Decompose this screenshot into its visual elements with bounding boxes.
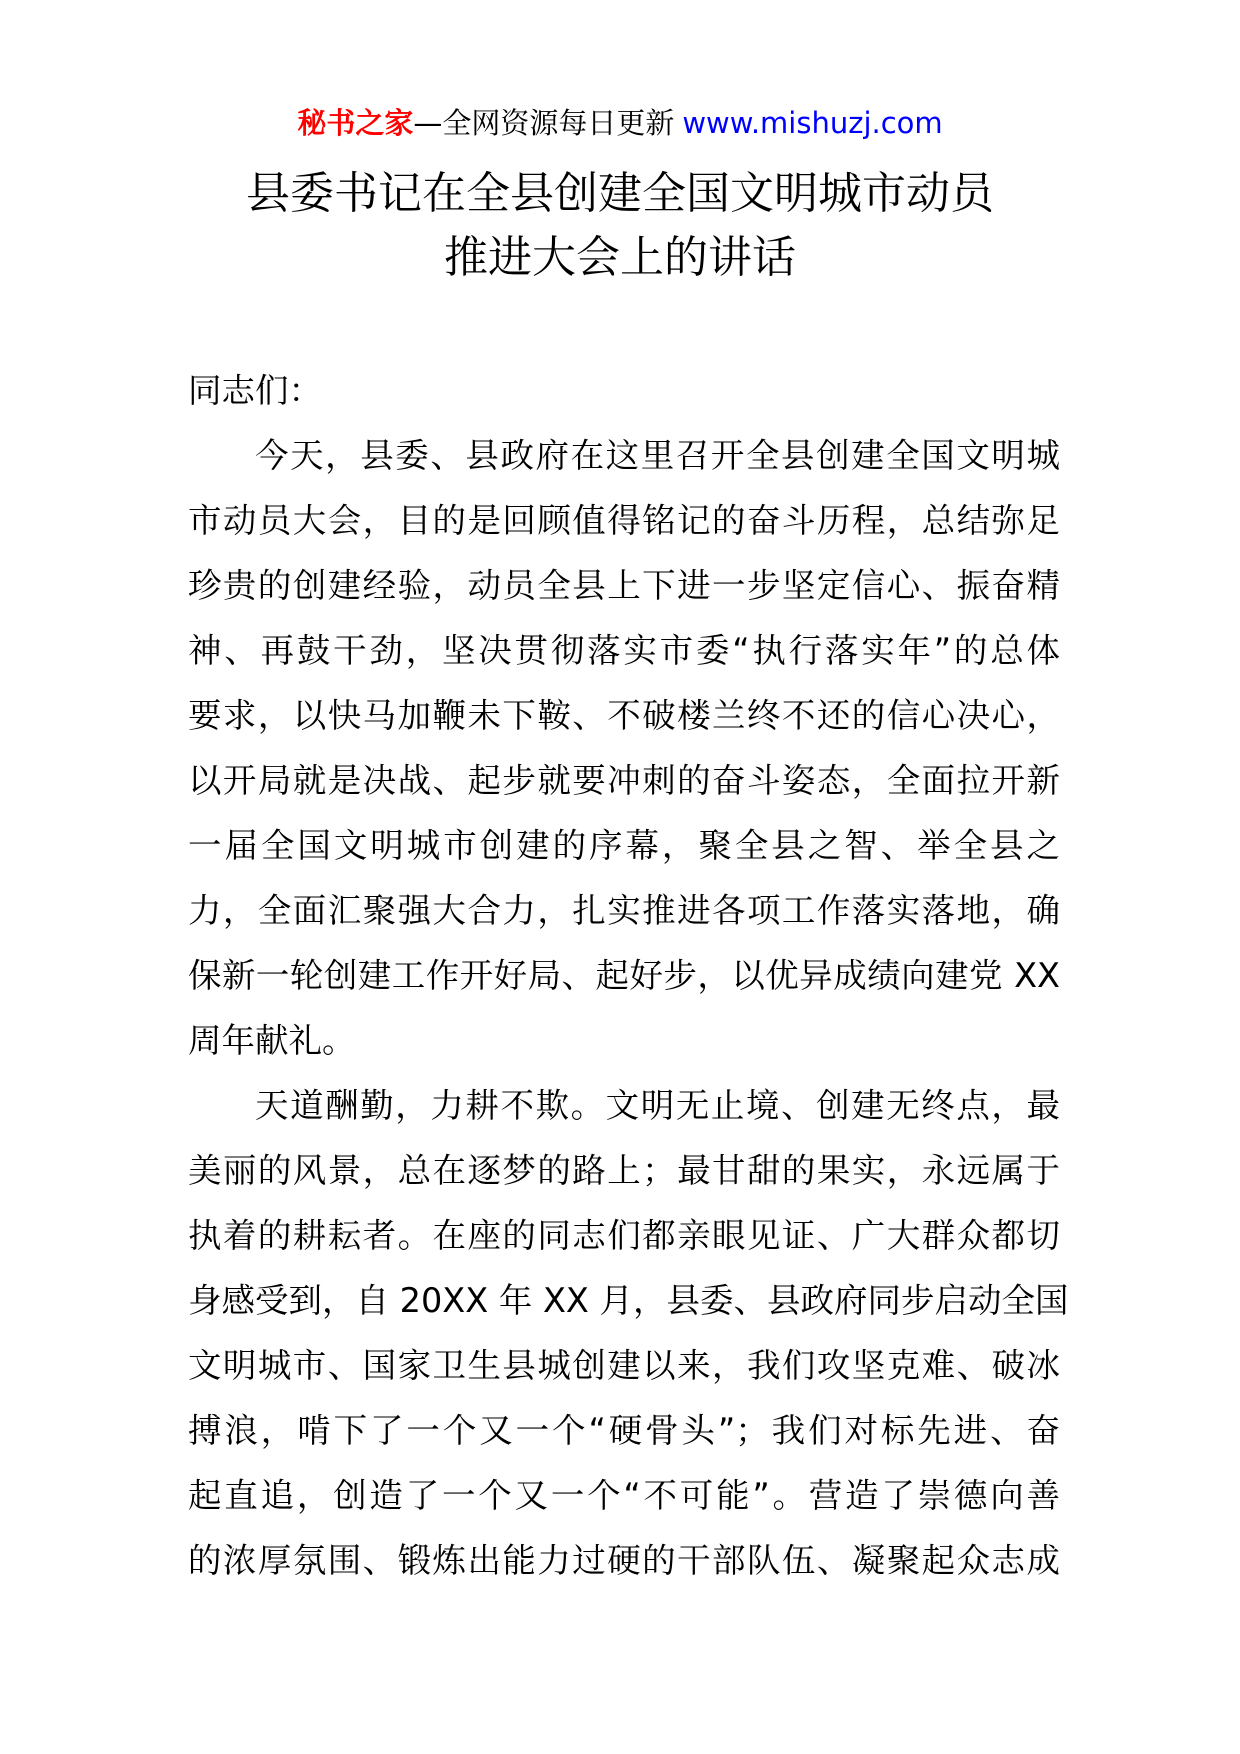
paragraph-line: 的浓厚氛围、锻炼出能力过硬的干部队伍、凝聚起众志成: [188, 1541, 1060, 1580]
paragraph-line: 文明城市、国家卫生县城创建以来，我们攻坚克难、破冰: [188, 1346, 1060, 1385]
paragraph-line: 周年献礼。: [188, 1021, 356, 1060]
paragraph-line: 今天，县委、县政府在这里召开全县创建全国文明城: [255, 436, 1060, 475]
paragraph-line: 搏浪，啃下了一个又一个“硬骨头”；我们对标先进、奋: [188, 1411, 1060, 1450]
document-title: [0, 162, 1240, 290]
paragraph-line: 执着的耕耘者。在座的同志们都亲眼见证、广大群众都切: [188, 1216, 1060, 1255]
paragraph-line: 起直追，创造了一个又一个“不可能”。营造了崇德向善: [188, 1476, 1060, 1515]
paragraph-line: 一届全国文明城市创建的序幕，聚全县之智、举全县之: [188, 826, 1060, 865]
paragraph-line: 以开局就是决战、起步就要冲刺的奋斗姿态，全面拉开新: [188, 761, 1060, 800]
document-body: [188, 358, 1069, 1593]
paragraph-line: 要求，以快马加鞭未下鞍、不破楼兰终不还的信心决心，: [188, 696, 1060, 735]
paragraph-line: 保新一轮创建工作开好局、起好步，以优异成绩向建党 XX: [188, 956, 1060, 995]
title-line-2: 推进大会上的讲话: [444, 232, 796, 283]
paragraph-line: 神、再鼓干劲，坚决贯彻落实市委“执行落实年”的总体: [188, 631, 1060, 670]
site-tagline: —全网资源每日更新: [413, 106, 675, 140]
paragraph-line: 力，全面汇聚强大合力，扎实推进各项工作落实落地，确: [188, 891, 1060, 930]
paragraph-1: [188, 423, 1060, 1073]
paragraph-line: 身感受到，自 20XX 年 XX 月，县委、县政府同步启动全国: [188, 1281, 1069, 1320]
site-brand: 秘书之家: [297, 106, 414, 140]
salutation: 同志们：: [188, 371, 322, 410]
paragraph-line: 美丽的风景，总在逐梦的路上；最甘甜的果实，永远属于: [188, 1151, 1060, 1190]
title-line-1: 县委书记在全县创建全国文明城市动员: [246, 168, 994, 219]
site-header: [0, 103, 1240, 143]
paragraph-line: 市动员大会，目的是回顾值得铭记的奋斗历程，总结弥足: [188, 501, 1060, 540]
paragraph-line: 天道酬勤，力耕不欺。文明无止境、创建无终点，最: [255, 1086, 1060, 1125]
paragraph-2: [188, 1073, 1069, 1593]
paragraph-line: 珍贵的创建经验，动员全县上下进一步坚定信心、振奋精: [188, 566, 1060, 605]
site-url-link[interactable]: www.mishuzj.com: [682, 106, 943, 140]
